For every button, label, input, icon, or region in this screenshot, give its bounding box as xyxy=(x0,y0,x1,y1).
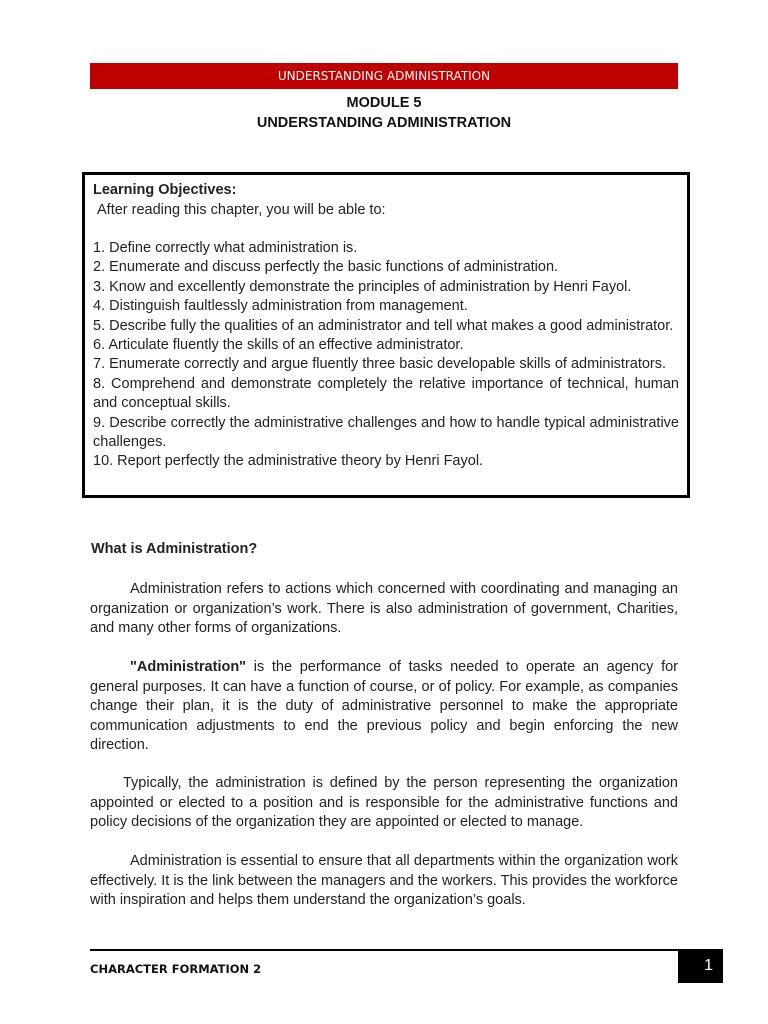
objective-item: 9. Describe correctly the administrative challenges and how to handle typical administrative challenges. xyxy=(93,414,679,451)
paragraph-text: is the performance of tasks needed to operate an agency for general purposes. It can have a function of course, or of policy. For example, as companies change their plan, it is the duty of administrative personnel to make the appropriate communication adjustments to end the previous policy and begin enforcing the new direction. xyxy=(90,659,678,753)
paragraph-text: Administration refers to actions which concerned with coordinating and managing an organization or organization’s work. There is also administration of government, Charities, and many other forms of organizations. xyxy=(90,581,678,636)
objectives-intro: After reading this chapter, you will be able to: xyxy=(97,201,386,218)
module-number: MODULE 5 xyxy=(346,95,422,111)
paragraph-performance xyxy=(90,658,678,756)
learning-objectives-box xyxy=(82,172,690,498)
objective-item: 10. Report perfectly the administrative theory by Henri Fayol. xyxy=(93,453,484,470)
paragraph-definition xyxy=(90,580,678,639)
objective-item: 5. Describe fully the qualities of an administrator and tell what makes a good administrator. xyxy=(93,317,674,334)
footer-rule xyxy=(90,949,680,951)
paragraph-typically xyxy=(90,774,678,833)
bold-term: "Administration" xyxy=(130,659,247,675)
module-title: UNDERSTANDING ADMINISTRATION xyxy=(256,115,512,131)
objective-item: 6. Articulate fluently the skills of an effective administrator. xyxy=(93,337,464,354)
objective-item: 4. Distinguish faultlessly administration from management. xyxy=(93,298,468,315)
objective-item: 1. Define correctly what administration is. xyxy=(93,240,358,256)
objective-item: 3. Know and excellently demonstrate the principles of administration by Henri Fayol. xyxy=(93,278,632,295)
objective-item: 7. Enumerate correctly and argue fluently three basic developable skills of administrators. xyxy=(93,356,667,373)
objectives-heading: Learning Objectives: xyxy=(93,182,237,198)
footer-course-title: CHARACTER FORMATION 2 xyxy=(90,962,262,976)
page-number: 1 xyxy=(678,949,723,983)
header-banner: UNDERSTANDING ADMINISTRATION xyxy=(90,63,678,89)
objective-item: 2. Enumerate and discuss perfectly the basic functions of administration. xyxy=(93,259,559,276)
objective-item: 8. Comprehend and demonstrate completely the relative importance of technical, human and conceptual skills. xyxy=(93,375,679,412)
objectives-list xyxy=(93,239,679,472)
section-heading: What is Administration? xyxy=(91,541,258,557)
paragraph-text: Administration is essential to ensure that all departments within the organization work effectively. It is the link between the managers and the workers. This provides the workforce with inspiration and helps them understand the organization’s goals. xyxy=(90,853,678,908)
paragraph-essential xyxy=(90,852,678,911)
paragraph-text: Typically, the administration is defined by the person representing the organization appointed or elected to a position and is responsible for the administrative functions and policy decisions of the organization they are appointed or elected to manage. xyxy=(90,775,678,830)
